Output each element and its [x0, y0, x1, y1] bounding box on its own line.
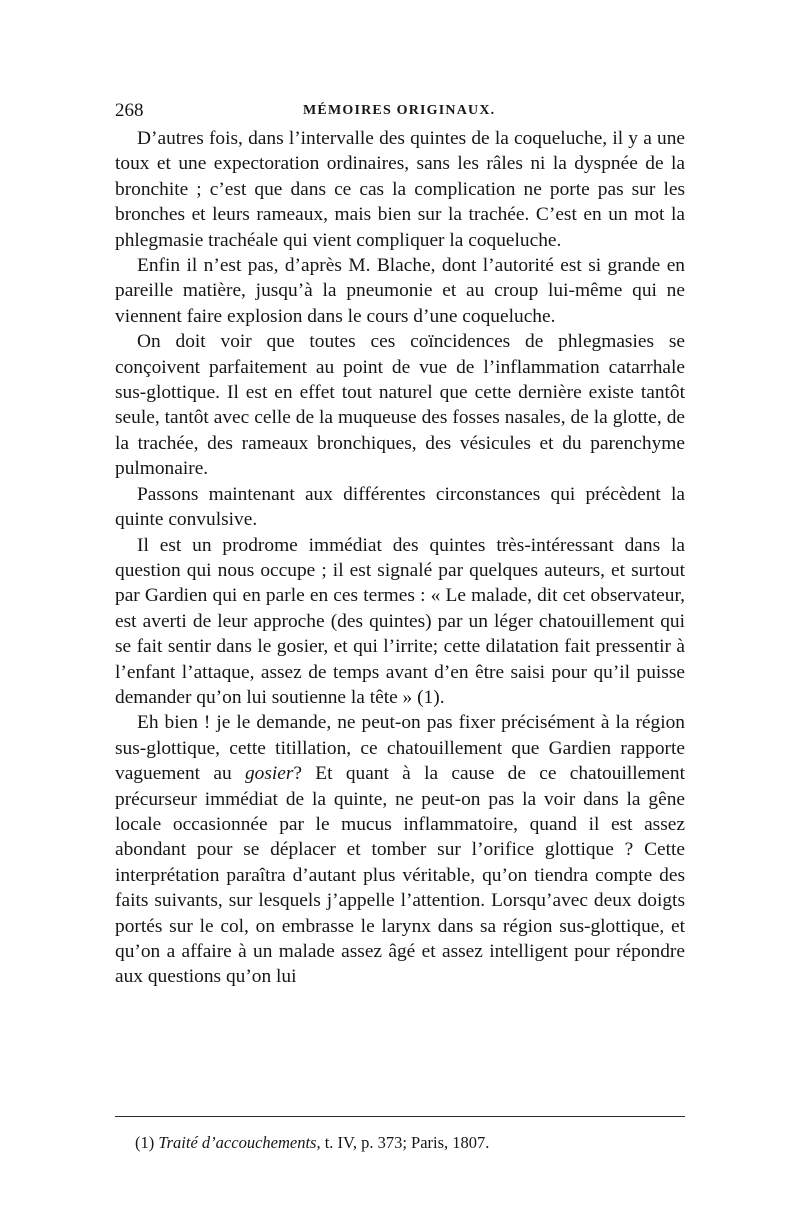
paragraph-3: On doit voir que toutes ces coïncidences de phlegmasies se conçoivent parfaitement au point de vue de l’inflammation catarrhale sus-glottique. Il est en effet tout naturel que cette dernière existe tantôt seule, tantôt avec celle de la muqueuse des fosses nasales, de la glotte, de la trachée, des rameaux bronchiques, des vésicules et du parenchyme pulmonaire.: [115, 331, 685, 480]
footnote-title: Traité d’accouchements: [158, 1133, 317, 1152]
paragraph-6-part-1: Eh bien ! je le demande, ne peut-on pas fixer précisément à la région sus-glottique, cette titillation, ce chatouillement que Gardien rapporte vaguement au: [115, 712, 685, 785]
paragraph-6: [115, 710, 685, 989]
footnote-marker: (1): [135, 1133, 159, 1152]
paragraph-5: Il est un prodrome immédiat des quintes très-intéressant dans la question qui nous occupe ; il est signalé par quelques auteurs, et surtout par Gardien qui en parle en ces termes : « Le malade, dit cet observateur, est averti de leur approche (des quintes) par un léger chatouillement qui se fait sentir dans le gosier, et qui l’irrite; cette dilatation fait pressentir à l’enfant l’attaque, assez de temps avant d’en être saisi pour qu’il puisse demander qu’on lui soutienne la tête » (1).: [115, 534, 685, 708]
paragraph-6-part-2: ? Et quant à la cause de ce chatouillement précurseur immédiat de la quinte, ne peut-on pas la voir dans la gêne locale occasionnée par le mucus inflammatoire, quand il est assez abondant pour se déplacer et tomber sur l’orifice glottique ? Cette interprétation paraîtra d’autant plus véritable, qu’on tiendra compte des faits suivants, sur lesquels j’appelle l’attention. Lorsqu’avec deux doigts portés sur le col, on embrasse le larynx dans sa région sus-glottique, et qu’on a affaire à un malade assez âgé et assez intelligent pour répondre aux questions qu’on lui: [115, 763, 685, 988]
page-number: 268: [115, 100, 144, 121]
paragraph-6-italic: gosier: [244, 763, 294, 785]
footnote-rule: [115, 1116, 685, 1117]
running-head: [115, 98, 685, 124]
body-text: [115, 126, 685, 990]
footnote: [135, 1132, 695, 1154]
paragraph-1: D’autres fois, dans l’intervalle des quintes de la coqueluche, il y a une toux et une expectoration ordinaires, sans les râles ni la dyspnée de la bronchite ; c’est que dans ce cas la complication ne porte pas sur les bronches et leurs rameaux, mais bien sur la trachée. C’est en un mot la phlegmasie trachéale qui vient compliquer la coqueluche.: [115, 128, 685, 251]
running-title: MÉMOIRES ORIGINAUX.: [303, 103, 496, 118]
footnote-citation: , t. IV, p. 373; Paris, 1807.: [316, 1133, 490, 1152]
paragraph-2: Enfin il n’est pas, d’après M. Blache, dont l’autorité est si grande en pareille matière, jusqu’à la pneumonie et au croup lui-même qui ne viennent faire explosion dans le cours d’une coqueluche.: [115, 255, 685, 327]
paragraph-4: Passons maintenant aux différentes circonstances qui précèdent la quinte convulsive.: [115, 483, 685, 531]
